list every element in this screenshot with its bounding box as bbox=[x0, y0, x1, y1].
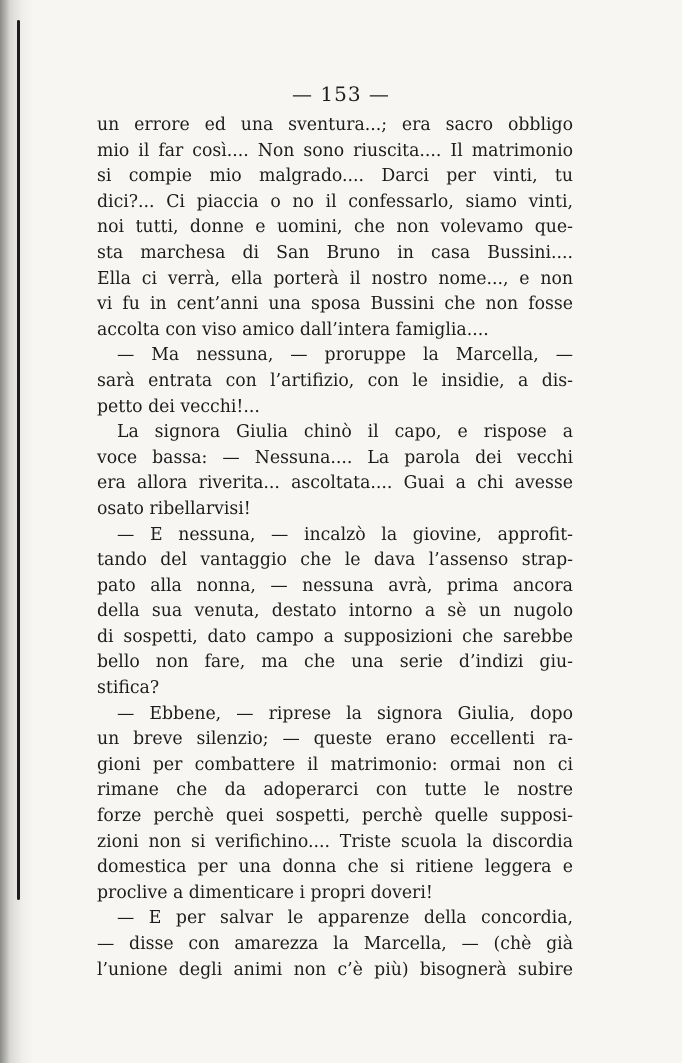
text-line: l’unione degli animi non c’è più) bisognerà subire bbox=[97, 959, 573, 980]
text-line: vi fu in cent’anni una sposa Bussini che non fosse bbox=[97, 294, 573, 315]
text-line: era allora riverita... ascoltata.... Guai a chi avesse bbox=[97, 473, 573, 494]
text-line: La signora Giulia chinò il capo, e rispose a bbox=[117, 422, 573, 443]
text-line: gioni per combattere il matrimonio: ormai non ci bbox=[97, 754, 573, 775]
text-line: bello non fare, ma che una serie d’indizi giu- bbox=[97, 652, 573, 673]
text-line: zioni non si verifichino.... Triste scuola la discordia bbox=[97, 831, 573, 852]
text-line: osato ribellarvisi! bbox=[97, 498, 251, 519]
text-line: sarà entrata con l’artifizio, con le insidie, a dis- bbox=[97, 370, 573, 391]
text-line: — Ebbene, — riprese la signora Giulia, dopo bbox=[117, 703, 573, 724]
text-line: tando del vantaggio che le dava l’assenso strap- bbox=[97, 550, 573, 571]
text-line: — E nessuna, — incalzò la giovine, approfit- bbox=[117, 524, 573, 545]
text-line: proclive a dimenticare i propri doveri! bbox=[97, 882, 433, 903]
text-line: sta marchesa di San Bruno in casa Bussini.... bbox=[97, 242, 573, 263]
text-line: — E per salvar le apparenze della concordia, bbox=[117, 908, 573, 929]
text-line: mio il far così.... Non sono riuscita.... Il matrimonio bbox=[97, 140, 573, 161]
text-line: dici?... Ci piaccia o no il confessarlo, siamo vinti, bbox=[97, 191, 573, 212]
text-line: accolta con viso amico dall’intera famiglia.... bbox=[97, 319, 489, 340]
text-line: petto dei vecchi!... bbox=[97, 396, 260, 417]
text-line: rimane che da adoperarci con tutte le nostre bbox=[97, 780, 573, 801]
text-line: Ella ci verrà, ella porterà il nostro nome..., e non bbox=[97, 268, 573, 289]
text-line: della sua venuta, destato intorno a sè un nugolo bbox=[97, 601, 573, 622]
text-line: forze perchè quei sospetti, perchè quelle supposi- bbox=[97, 806, 573, 827]
text-line: pato alla nonna, — nessuna avrà, prima ancora bbox=[97, 575, 573, 596]
text-line: voce bassa: — Nessuna.... La parola dei vecchi bbox=[97, 447, 573, 468]
text-line: — disse con amarezza la Marcella, — (chè già bbox=[97, 934, 573, 954]
binding-edge bbox=[17, 20, 20, 900]
text-line: si compie mio malgrado.... Darci per vinti, tu bbox=[97, 166, 573, 187]
text-line: stifica? bbox=[97, 678, 160, 699]
text-line: noi tutti, donne e uomini, che non volevamo que- bbox=[97, 217, 573, 238]
page-number: — 153 — bbox=[292, 82, 390, 106]
text-line: di sospetti, dato campo a supposizioni che sarebbe bbox=[97, 626, 573, 647]
text-line: domestica per una donna che si ritiene leggera e bbox=[97, 857, 573, 878]
text-line: un errore ed una sventura...; era sacro obbligo bbox=[97, 115, 573, 135]
text-line: — Ma nessuna, — proruppe la Marcella, — bbox=[117, 345, 573, 366]
body-text bbox=[97, 113, 573, 983]
text-line: un breve silenzio; — queste erano eccellenti ra- bbox=[97, 729, 573, 750]
